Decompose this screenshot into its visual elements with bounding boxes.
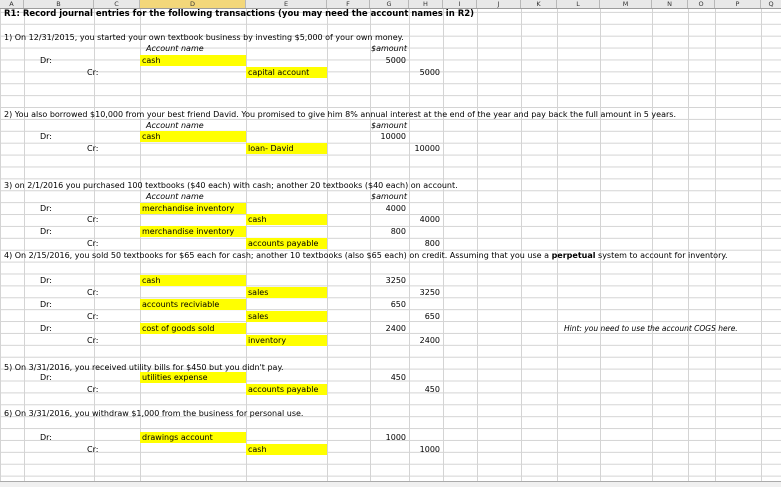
column-header-g[interactable]: G	[370, 0, 409, 8]
credit-amount-cell[interactable]: 800	[424, 239, 440, 248]
credit-account-cell[interactable]: capital account	[246, 67, 327, 78]
debit-amount-cell[interactable]: 800	[390, 227, 406, 236]
question-4-text-end: system to account for inventory.	[595, 251, 728, 260]
column-header-bar	[0, 0, 781, 9]
debit-label[interactable]: Dr:	[40, 227, 53, 236]
credit-amount-cell[interactable]: 2400	[419, 336, 440, 345]
col-border	[600, 0, 601, 487]
column-header-p[interactable]: P	[715, 0, 761, 8]
credit-label[interactable]: Cr:	[87, 215, 99, 224]
question-4[interactable]	[4, 250, 728, 261]
credit-amount-cell[interactable]: 5000	[419, 68, 440, 77]
column-header-h[interactable]: H	[409, 0, 443, 8]
debit-account-cell[interactable]: accounts reciviable	[140, 299, 246, 310]
debit-account-cell[interactable]: utilities expense	[140, 372, 246, 383]
credit-amount-cell[interactable]: 1000	[419, 445, 440, 454]
credit-label[interactable]: Cr:	[87, 385, 99, 394]
col-border	[652, 0, 653, 487]
col-border	[443, 0, 444, 487]
credit-label[interactable]: Cr:	[87, 288, 99, 297]
credit-account-cell[interactable]: inventory	[246, 335, 327, 346]
amount-header[interactable]: $amount	[371, 192, 407, 201]
debit-account-cell[interactable]: cash	[140, 131, 246, 142]
question-3[interactable]: 3) on 2/1/2016 you purchased 100 textbooks ($40 each) with cash; another 20 textbooks ($40 each) on account.	[4, 181, 458, 190]
question-6[interactable]: 6) On 3/31/2016, you withdraw $1,000 from the business for personal use.	[4, 409, 304, 418]
col-border	[521, 0, 522, 487]
debit-account-cell[interactable]: merchandise inventory	[140, 203, 246, 214]
col-border	[715, 0, 716, 487]
credit-amount-cell[interactable]: 4000	[419, 215, 440, 224]
debit-amount-cell[interactable]: 3250	[385, 276, 406, 285]
debit-account-cell[interactable]: cost of goods sold	[140, 323, 246, 334]
column-header-k[interactable]: K	[521, 0, 557, 8]
credit-account-cell[interactable]: sales	[246, 287, 327, 298]
column-header-o[interactable]: O	[688, 0, 715, 8]
debit-amount-cell[interactable]: 650	[390, 300, 406, 309]
debit-label[interactable]: Dr:	[40, 373, 53, 382]
account-name-header[interactable]: Account name	[146, 44, 204, 53]
credit-label[interactable]: Cr:	[87, 68, 99, 77]
credit-amount-cell[interactable]: 10000	[414, 144, 440, 153]
debit-label[interactable]: Dr:	[40, 56, 53, 65]
debit-label[interactable]: Dr:	[40, 300, 53, 309]
amount-header[interactable]: $amount	[371, 44, 407, 53]
credit-label[interactable]: Cr:	[87, 239, 99, 248]
credit-account-cell[interactable]: sales	[246, 311, 327, 322]
column-header-f[interactable]: F	[327, 0, 370, 8]
debit-account-cell[interactable]: cash	[140, 275, 246, 286]
credit-amount-cell[interactable]: 650	[424, 312, 440, 321]
column-header-d[interactable]: D	[140, 0, 246, 8]
col-border	[688, 0, 689, 487]
question-4-text: 4) On 2/15/2016, you sold 50 textbooks for $65 each for cash; another 10 textbooks (also $65 each) on credit. Assuming that you use a	[4, 251, 552, 260]
debit-amount-cell[interactable]: 4000	[385, 204, 406, 213]
sheet-title[interactable]: R1: Record journal entries for the following transactions (you may need the account names in R2)	[4, 9, 475, 19]
credit-account-cell[interactable]: cash	[246, 444, 327, 455]
column-header-i[interactable]: I	[443, 0, 477, 8]
col-border	[327, 0, 328, 487]
debit-account-cell[interactable]: drawings account	[140, 432, 246, 443]
debit-account-cell[interactable]: merchandise inventory	[140, 226, 246, 237]
hint-note[interactable]: Hint: you need to use the account COGS here.	[564, 324, 738, 333]
credit-account-cell[interactable]: accounts payable	[246, 238, 327, 249]
credit-amount-cell[interactable]: 3250	[419, 288, 440, 297]
column-header-q[interactable]: Q	[768, 0, 774, 8]
column-header-j[interactable]: J	[477, 0, 521, 8]
debit-label[interactable]: Dr:	[40, 132, 53, 141]
debit-amount-cell[interactable]: 5000	[385, 56, 406, 65]
debit-label[interactable]: Dr:	[40, 276, 53, 285]
question-2[interactable]: 2) You also borrowed $10,000 from your best friend David. You promised to give him 8% annual interest at the end of the year and pay back the full amount in 5 years.	[4, 110, 676, 119]
col-border	[761, 0, 762, 487]
account-name-header[interactable]: Account name	[146, 192, 204, 201]
debit-amount-cell[interactable]: 450	[390, 373, 406, 382]
question-5[interactable]: 5) On 3/31/2016, you received utility bills for $450 but you didn't pay.	[4, 363, 284, 372]
credit-label[interactable]: Cr:	[87, 336, 99, 345]
column-header-l[interactable]: L	[557, 0, 600, 8]
debit-amount-cell[interactable]: 1000	[385, 433, 406, 442]
credit-account-cell[interactable]: cash	[246, 214, 327, 225]
credit-amount-cell[interactable]: 450	[424, 385, 440, 394]
column-header-c[interactable]: C	[94, 0, 140, 8]
credit-label[interactable]: Cr:	[87, 144, 99, 153]
column-header-n[interactable]: N	[652, 0, 688, 8]
question-4-emphasis: perpetual	[551, 251, 596, 260]
column-header-m[interactable]: M	[600, 0, 652, 8]
col-border	[477, 0, 478, 487]
debit-label[interactable]: Dr:	[40, 433, 53, 442]
debit-label[interactable]: Dr:	[40, 204, 53, 213]
debit-account-cell[interactable]: cash	[140, 55, 246, 66]
question-1[interactable]: 1) On 12/31/2015, you started your own textbook business by investing $5,000 of your own money.	[4, 33, 404, 42]
column-header-a[interactable]: A	[0, 0, 24, 8]
amount-header[interactable]: $amount	[371, 121, 407, 130]
debit-amount-cell[interactable]: 2400	[385, 324, 406, 333]
column-header-b[interactable]: B	[24, 0, 94, 8]
credit-label[interactable]: Cr:	[87, 312, 99, 321]
col-border	[557, 0, 558, 487]
col-border	[370, 0, 371, 487]
debit-label[interactable]: Dr:	[40, 324, 53, 333]
credit-label[interactable]: Cr:	[87, 445, 99, 454]
sheet-tab-bar[interactable]	[0, 481, 781, 487]
column-header-e[interactable]: E	[246, 0, 327, 8]
account-name-header[interactable]: Account name	[146, 121, 204, 130]
debit-amount-cell[interactable]: 10000	[380, 132, 406, 141]
credit-account-cell[interactable]: accounts payable	[246, 384, 327, 395]
credit-account-cell[interactable]: loan- David	[246, 143, 327, 154]
